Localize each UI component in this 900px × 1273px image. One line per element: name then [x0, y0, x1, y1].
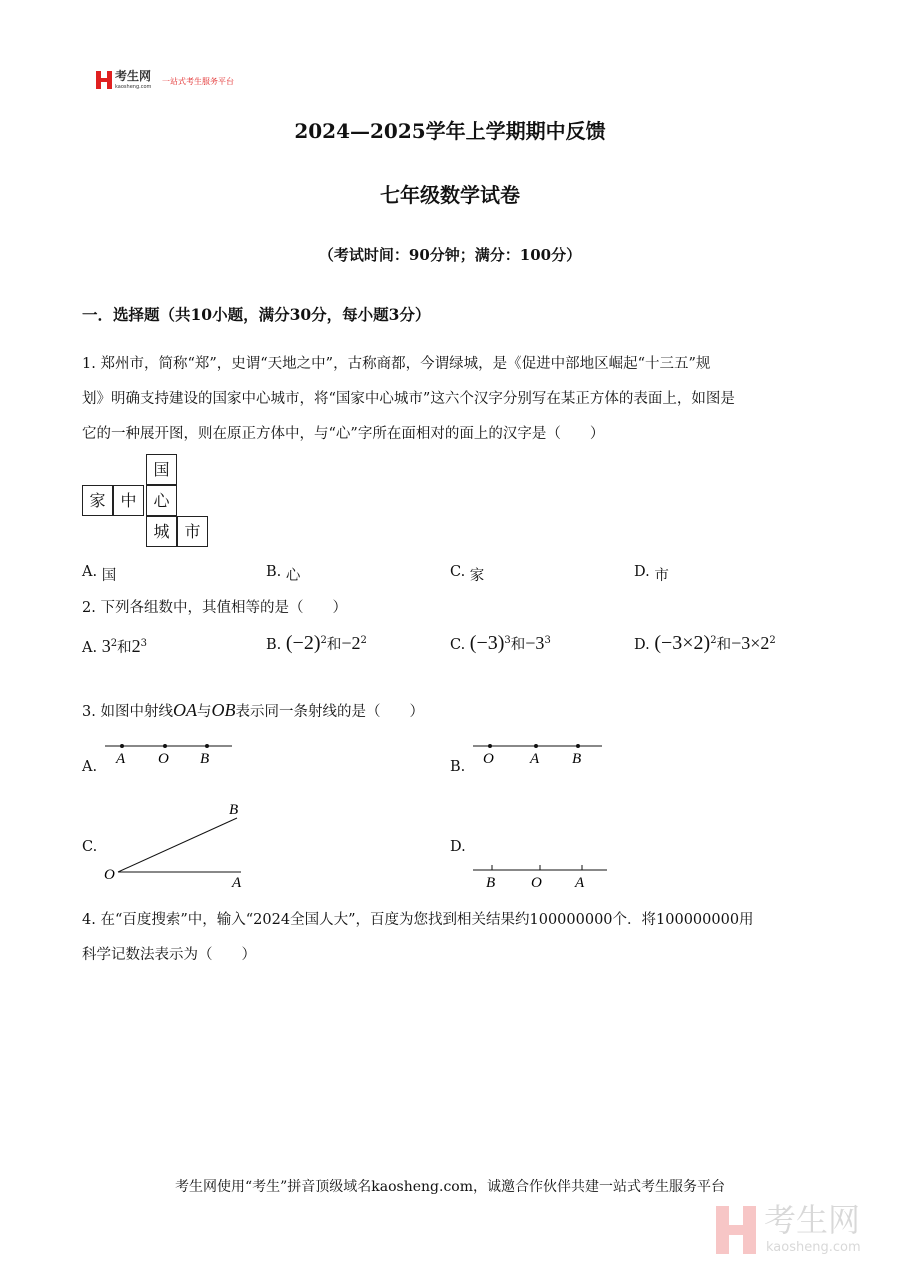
q1-option-b[interactable]: B. 心 [266, 564, 301, 584]
exam-info: （考试时间：90分钟；满分：100分） [318, 246, 582, 264]
section-heading: 一．选择题（共10小题，满分30分，每小题3分） [82, 305, 431, 324]
net-cell: 市 [177, 516, 208, 547]
q3-figure-c [100, 798, 250, 890]
point-label: B [572, 751, 582, 767]
point-label: O [483, 751, 494, 767]
point [488, 744, 492, 748]
q1-option-c[interactable]: C. 家 [450, 564, 485, 584]
point-label: O [104, 867, 115, 883]
point [163, 744, 167, 748]
exam-title: 2024—2025学年上学期期中反馈 [294, 119, 606, 143]
q2-option-c[interactable]: C. $(-3)^3$和$-3^3$ [450, 632, 551, 654]
net-cell: 国 [146, 454, 177, 485]
q3-option-a-letter[interactable]: A. [82, 759, 98, 775]
point-label: A [116, 751, 126, 767]
point [205, 744, 209, 748]
exam-subtitle: 七年级数学试卷 [380, 183, 520, 207]
q1-line: 划》明确支持建设的国家中心城市，将“国家中心城市”这六个汉字分别写在某正方体的表面上，如图是 [82, 391, 735, 407]
point-label: B [486, 875, 496, 890]
q2-option-d[interactable]: D. $(-3\times 2)^2$和$-3\times 2^2$ [634, 632, 776, 654]
q3-figure-b [468, 738, 608, 768]
q4-line: 4. 在“百度搜索”中，输入“2024全国人大”，百度为您找到相关结果约100000000个．将100000000用 [82, 912, 754, 928]
logo-icon [96, 71, 112, 89]
point-label: O [158, 751, 169, 767]
watermark-logo-icon [716, 1206, 756, 1254]
q4-line: 科学记数法表示为（ ） [82, 947, 256, 963]
point-label: A [530, 751, 540, 767]
point [120, 744, 124, 748]
q3-stem: 3. 如图中射线OA与OB表示同一条射线的是（ ） [82, 700, 424, 720]
q3-option-b-letter[interactable]: B. [450, 759, 466, 775]
point [576, 744, 580, 748]
q3-figure-a [100, 738, 240, 768]
net-cell: 城 [146, 516, 177, 547]
watermark: 考生网 kaosheng.com [716, 1206, 756, 1258]
point-label: O [531, 875, 542, 890]
point-label: B [200, 751, 210, 767]
q2-stem: 2. 下列各组数中，其值相等的是（ ） [82, 600, 347, 616]
point [534, 744, 538, 748]
footer-text: 考生网使用“考生”拼音顶级域名kaosheng.com，诚邀合作伙伴共建一站式考生服务平台 [174, 1179, 726, 1195]
q3-option-d-letter[interactable]: D. [450, 839, 466, 855]
q2-option-a[interactable]: A. $3^2$和$2^3$ [82, 636, 147, 656]
net-cell: 心 [146, 485, 177, 516]
net-cell: 中 [113, 485, 144, 516]
q2-option-b[interactable]: B. $(-2)^2$和$-2^2$ [266, 632, 367, 654]
logo: 考生网 kaosheng.com 一站式考生服务平台 [96, 71, 112, 93]
q3-figure-d [468, 860, 613, 890]
ray-ob [118, 818, 237, 872]
net-cell: 家 [82, 485, 113, 516]
q3-option-c-letter[interactable]: C. [82, 839, 98, 855]
point-label: B [229, 802, 239, 818]
q1-line: 它的一种展开图，则在原正方体中，与“心”字所在面相对的面上的汉字是（ ） [82, 426, 605, 442]
point-label: A [575, 875, 585, 890]
q1-option-a[interactable]: A. 国 [82, 564, 117, 584]
point-label: A [232, 875, 242, 890]
q1-line: 1. 郑州市，简称“郑”，史谓“天地之中”，古称商都，今谓绿城，是《促进中部地区崛起“十三五”规 [82, 356, 711, 372]
q1-option-d[interactable]: D. 市 [634, 564, 669, 584]
